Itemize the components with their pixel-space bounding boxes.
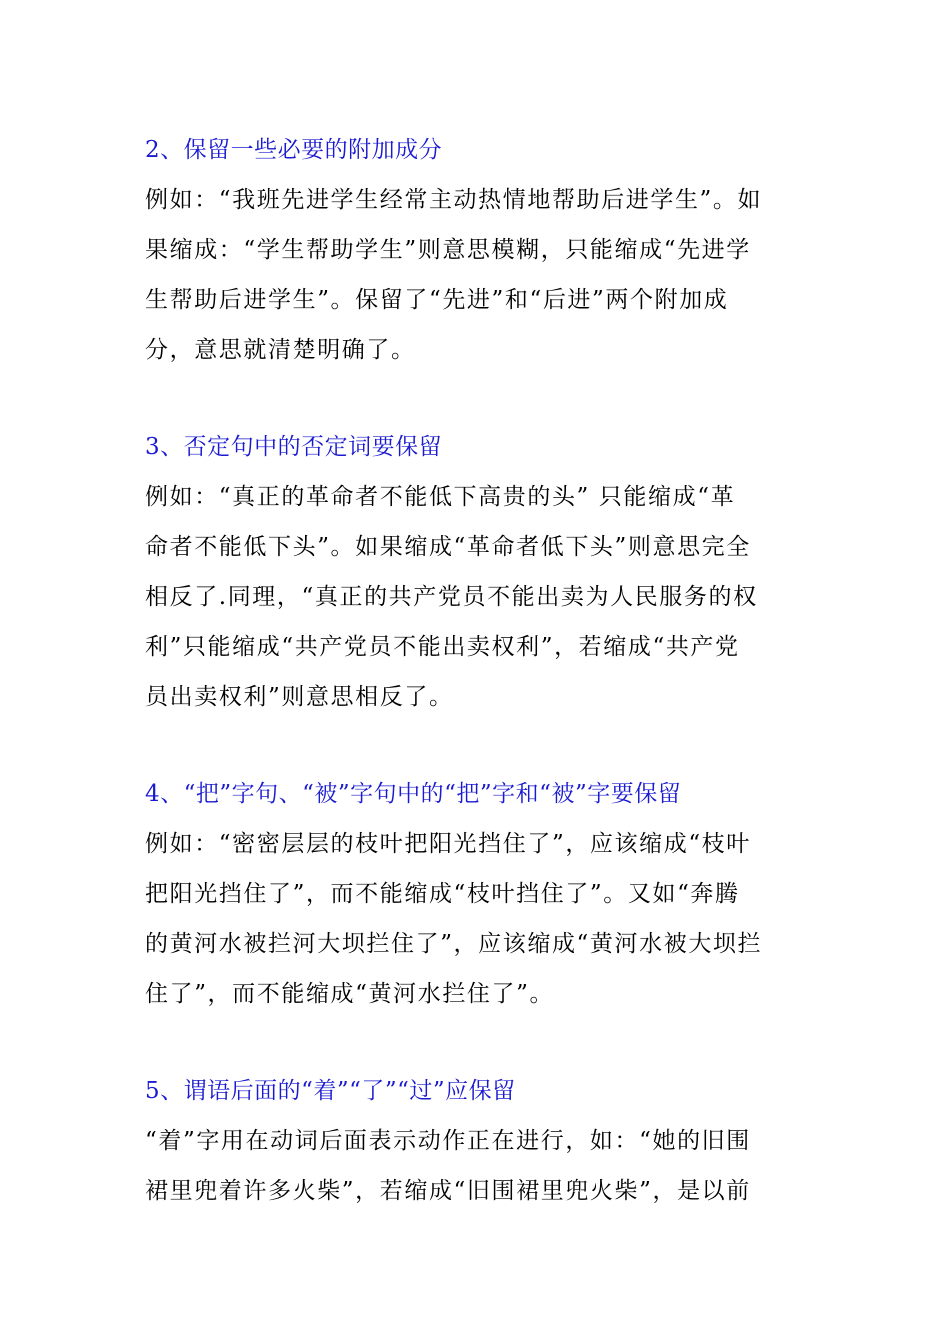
section-paragraph [145,1116,813,1216]
section-heading: 5、谓语后面的“着”“了”“过”应保留 [145,1078,516,1104]
paragraph-line: 相反了.同理，“真正的共产党员不能出卖为人民服务的权 [145,584,758,610]
section-5 [145,1066,813,1216]
paragraph-line: 利”只能缩成“共产党员不能出卖权利”，若缩成“共产党 [145,634,740,660]
paragraph-line: 例如：“密密层层的枝叶把阳光挡住了”，应该缩成“枝叶 [145,831,751,857]
section-paragraph [145,819,813,1019]
section-4 [145,769,813,1019]
paragraph-line: “着”字用在动词后面表示动作正在进行，如：“她的旧围 [145,1128,751,1154]
paragraph-line: 例如：“我班先进学生经常主动热情地帮助后进学生”。如 [145,187,763,213]
paragraph-line: 生帮助后进学生”。保留了“先进”和“后进”两个附加成 [145,287,729,313]
paragraph-line: 例如：“真正的革命者不能低下高贵的头” 只能缩成“革 [145,484,736,510]
paragraph-line: 员出卖权利”则意思相反了。 [145,684,454,710]
section-2 [145,125,813,375]
paragraph-line: 把阳光挡住了”，而不能缩成“枝叶挡住了”。又如“奔腾 [145,881,740,907]
paragraph-line: 裙里兜着许多火柴”，若缩成“旧围裙里兜火柴”，是以前 [145,1178,751,1204]
paragraph-line: 的黄河水被拦河大坝拦住了”，应该缩成“黄河水被大坝拦 [145,931,763,957]
section-heading: 4、“把”字句、“被”字句中的“把”字和“被”字要保留 [145,781,682,807]
section-3 [145,422,813,722]
paragraph-line: 住了”，而不能缩成“黄河水拦住了”。 [145,981,555,1007]
document-page [145,125,813,1263]
paragraph-line: 果缩成：“学生帮助学生”则意思模糊，只能缩成“先进学 [145,237,751,263]
section-paragraph [145,472,813,722]
paragraph-line: 分，意思就清楚明确了。 [145,337,416,363]
section-paragraph [145,175,813,375]
paragraph-line: 命者不能低下头”。如果缩成“革命者低下头”则意思完全 [145,534,751,560]
section-heading: 3、否定句中的否定词要保留 [145,434,443,460]
section-heading: 2、保留一些必要的附加成分 [145,137,443,163]
